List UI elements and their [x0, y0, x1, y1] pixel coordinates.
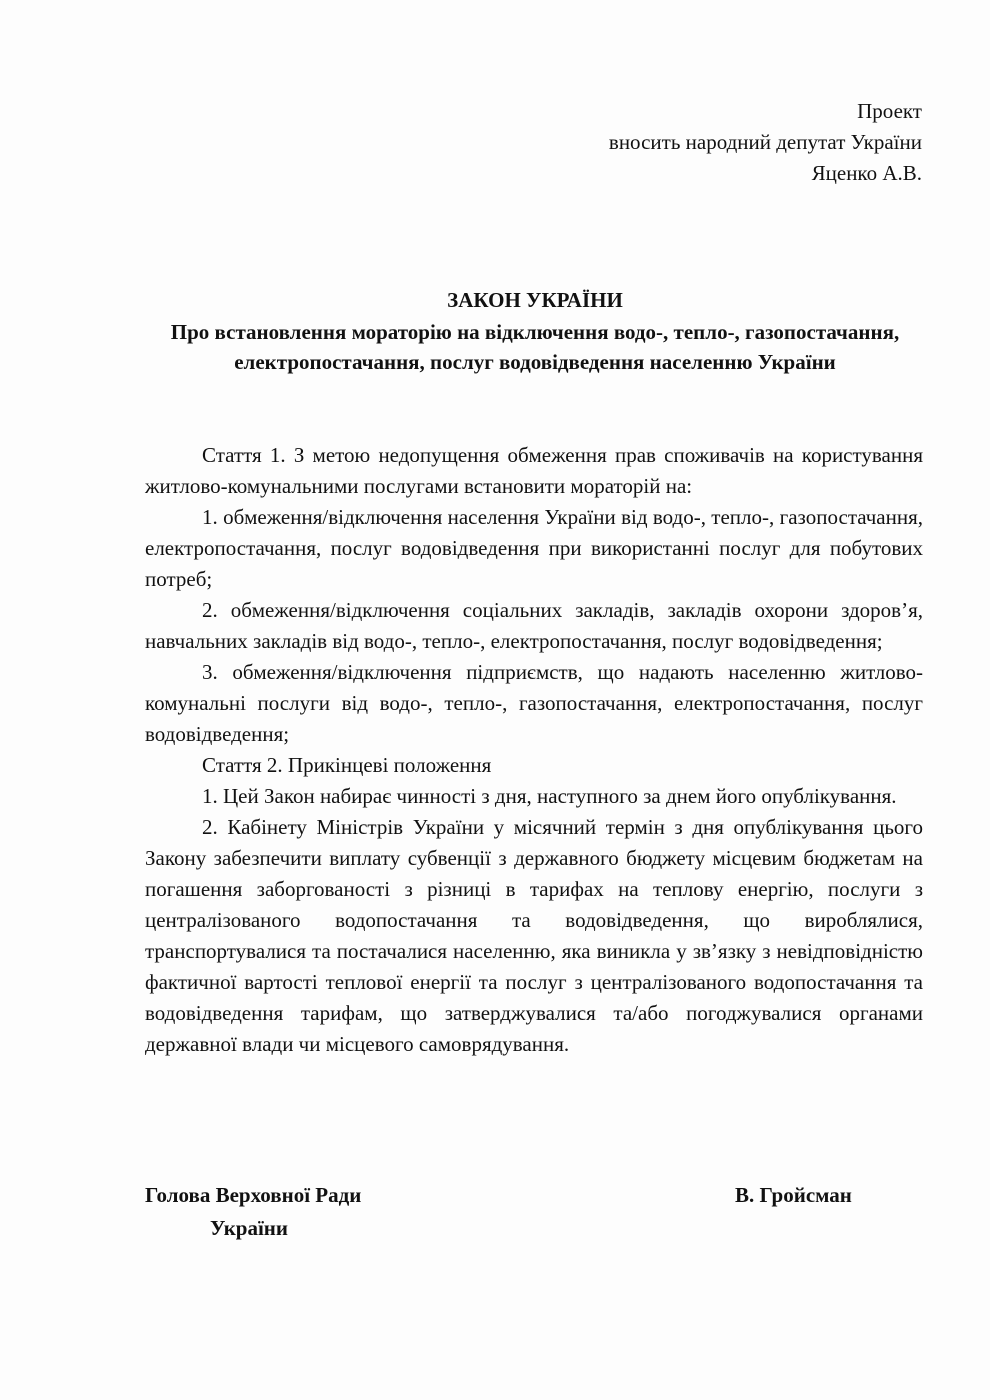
- law-body: [145, 440, 923, 1060]
- article-2-item-2: 2. Кабінету Міністрів України у місячний термін з дня опублікування цього Закону забезпечити виплату субвенції з державного бюджету місцевим бюджетам на погашення заборгованості з різниці в тарифах на теплову енергію, послуги з централізованого водопостачання та водовідведення, що вироблялися, транспортувалися та постачалися населенню, яка виникла у зв’язку з невідповідністю фактичної вартості теплової енергії та послуг з централізованого водопостачання та водовідведення тарифам, що затверджувалися та/або погоджувалися органами державної влади чи місцевого самоврядування.: [145, 815, 923, 1056]
- signatory-name: В. Гройсман: [735, 1183, 852, 1207]
- article-2-heading: Стаття 2. Прикінцеві положення: [202, 753, 492, 777]
- draft-label: Проект: [857, 99, 922, 123]
- signatory-position-country: України: [210, 1216, 289, 1240]
- submitted-by-line: вносить народний депутат України: [608, 130, 922, 154]
- law-subtitle: Про встановлення мораторію на відключення водо-, тепло-, газопостачання, електропостачання, послуг водовідведення населенню України: [170, 320, 900, 374]
- law-title-block: [140, 285, 930, 377]
- article-2-item-1: 1. Цей Закон набирає чинності з дня, наступного за днем його опублікування.: [202, 784, 897, 808]
- author-name: Яценко А.В.: [811, 161, 922, 185]
- signatory-position: Голова Верховної Ради: [145, 1183, 362, 1207]
- article-1-item-3: 3. обмеження/відключення підприємств, що надають населенню житлово-комунальні послуги від водо-, тепло-, газопостачання, електропостачання, послуг водовідведення;: [145, 660, 923, 746]
- article-1-item-1: 1. обмеження/відключення населення України від водо-, тепло-, газопостачання, електропостачання, послуг водовідведення при використанні послуг для побутових потреб;: [145, 505, 923, 591]
- law-title: ЗАКОН УКРАЇНИ: [447, 288, 623, 312]
- article-1-item-2: 2. обмеження/відключення соціальних закладів, закладів охорони здоров’я, навчальних закладів від водо-, тепло-, електропостачання, послуг водовідведення;: [145, 598, 923, 653]
- draft-header: [609, 96, 922, 189]
- article-1-intro: Стаття 1. З метою недопущення обмеження прав споживачів на користування житлово-комунальними послугами встановити мораторій на:: [145, 443, 923, 498]
